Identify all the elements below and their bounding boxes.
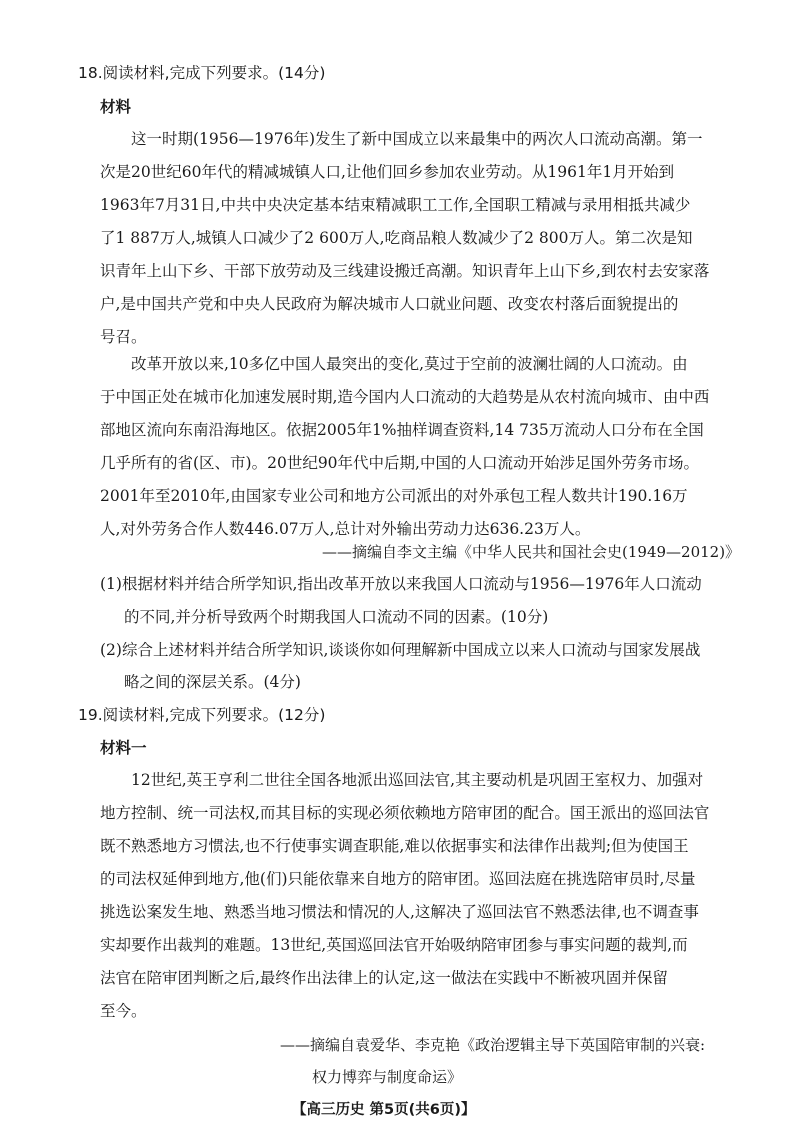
q19-material-label: 材料一: [100, 739, 147, 757]
q18-p1-line: 次是20世纪60年代的精减城镇人口,让他们回乡参加农业劳动。从1961年1月开始到: [100, 163, 675, 181]
q19-p1-line: 法官在陪审团判断之后,最终作出法律上的认定,这一做法在实践中不断被巩固并保留: [100, 969, 668, 987]
q18-sub1-line: (1)根据材料并结合所学知识,指出改革开放以来我国人口流动与1956—1976年人口流动: [100, 575, 702, 593]
q18-p2-line: 2001年至2010年,由国家专业公司和地方公司派出的对外承包工程人数共计190.16万: [100, 487, 688, 505]
q18-p2-line: 几乎所有的省(区、市)。20世纪90年代中后期,中国的人口流动开始涉足国外劳务市场。: [100, 454, 699, 472]
q18-sub2-line: (2)综合上述材料并结合所学知识,谈谈你如何理解新中国成立以来人口流动与国家发展战: [100, 641, 701, 659]
q19-p1-line: 既不熟悉地方习惯法,也不行使事实调查职能,难以依据事实和法律作出裁判;但为使国王: [100, 837, 689, 855]
q18-sub1-line: 的不同,并分析导致两个时期我国人口流动不同的因素。(10分): [124, 608, 549, 626]
q19-p1-line: 实却要作出裁判的难题。13世纪,英国巡回法官开始吸纳陪审团参与事实问题的裁判,而: [100, 936, 688, 954]
q18-material-label: 材料: [100, 98, 132, 116]
q18-source: ——摘编自李文主编《中华人民共和国社会史(1949—2012)》: [322, 543, 741, 561]
q18-p1-line: 1963年7月31日,中共中央决定基本结束精减职工工作,全国职工精减与录用相抵共减少: [100, 196, 691, 214]
q18-p2-line: 改革开放以来,10多亿中国人最突出的变化,莫过于空前的波澜壮阔的人口流动。由: [131, 355, 688, 373]
q19-source-line1: ——摘编自袁爱华、李克艳《政治逻辑主导下英国陪审制的兴衰:: [280, 1036, 706, 1054]
q18-p2-line: 部地区流向东南沿海地区。依据2005年1%抽样调查资料,14 735万流动人口分布在全国: [100, 421, 704, 439]
q18-p1-line: 号召。: [100, 328, 147, 346]
page-footer: 【高三历史 第5页(共6页)】: [292, 1102, 476, 1118]
q19-source-line2: 权力博弈与制度命运》: [312, 1068, 463, 1086]
q19-p1-line: 至今。: [100, 1002, 147, 1020]
q18-p1-line: 这一时期(1956—1976年)发生了新中国成立以来最集中的两次人口流动高潮。第一: [131, 130, 703, 148]
q19-p1-line: 地方控制、统一司法权,而其目标的实现必须依赖地方陪审团的配合。国王派出的巡回法官: [100, 804, 710, 822]
q19-p1-line: 挑选讼案发生地、熟悉当地习惯法和情况的人,这解决了巡回法官不熟悉法律,也不调查事: [100, 903, 699, 921]
q18-p2-line: 人,对外劳务合作人数446.07万人,总计对外输出劳动力达636.23万人。: [100, 520, 591, 538]
q19-p1-line: 的司法权延伸到地方,他(们)只能依靠来自地方的陪审团。巡回法庭在挑选陪审员时,尽量: [100, 870, 696, 888]
q18-p1-line: 了1 887万人,城镇人口减少了2 600万人,吃商品粮人数减少了2 800万人。第二次是知: [100, 229, 693, 247]
q18-p2-line: 于中国正处在城市化加速发展时期,造今国内人口流动的大趋势是从农村流向城市、由中西: [100, 388, 710, 406]
q18-p1-line: 识青年上山下乡、干部下放劳动及三线建设搬迁高潮。知识青年上山下乡,到农村去安家落: [100, 262, 710, 280]
q19-title: 19.阅读材料,完成下列要求。(12分): [78, 706, 326, 724]
q18-sub2-line: 略之间的深层关系。(4分): [124, 673, 301, 691]
q18-title: 18.阅读材料,完成下列要求。(14分): [78, 64, 326, 82]
q18-p1-line: 户,是中国共产党和中央人民政府为解决城市人口就业问题、改变农村落后面貌提出的: [100, 295, 679, 313]
q19-p1-line: 12世纪,英王亨利二世往全国各地派出巡回法官,其主要动机是巩固王室权力、加强对: [131, 771, 704, 789]
